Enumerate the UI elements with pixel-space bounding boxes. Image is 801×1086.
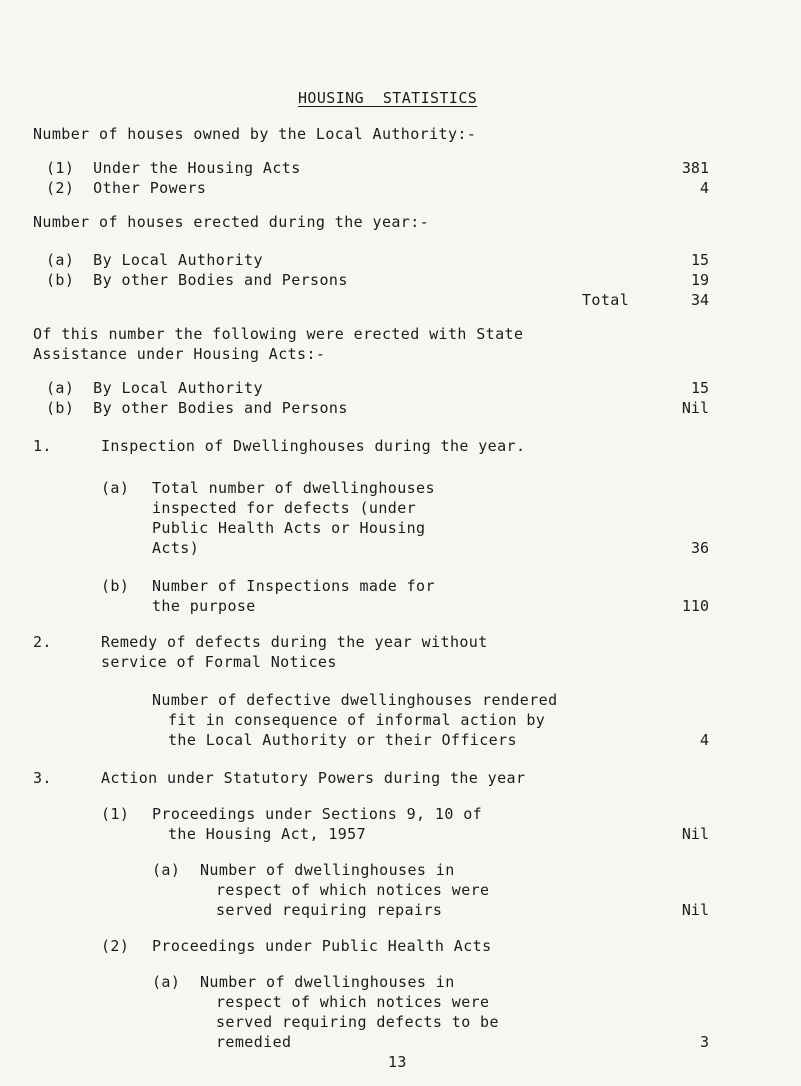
section-number: 2. xyxy=(33,633,52,651)
statutory-p1a-value: Nil xyxy=(681,901,709,919)
statutory-p2a-line: respect of which notices were xyxy=(216,993,490,1011)
statutory-p1a-marker: (a) xyxy=(152,861,181,879)
state-heading-line: Assistance under Housing Acts:- xyxy=(33,345,326,363)
inspection-a-line: Public Health Acts or Housing xyxy=(152,519,426,537)
remedy-heading-line: service of Formal Notices xyxy=(101,653,337,671)
erected-item-label: (b) By other Bodies and Persons xyxy=(46,271,348,289)
state-item-label: (b) By other Bodies and Persons xyxy=(46,399,348,417)
owned-heading: Number of houses owned by the Local Authority:- xyxy=(33,125,477,143)
state-item-value: 15 xyxy=(690,379,709,397)
erected-total-label: Total xyxy=(582,291,630,309)
erected-item-label: (a) By Local Authority xyxy=(46,251,263,269)
inspection-a-value: 36 xyxy=(690,539,709,557)
statutory-p2a-line: served requiring defects to be xyxy=(216,1013,499,1031)
inspection-b-line: the purpose xyxy=(152,597,256,615)
statutory-p1-value: Nil xyxy=(681,825,709,843)
remedy-heading-line: Remedy of defects during the year without xyxy=(101,633,488,651)
inspection-heading: Inspection of Dwellinghouses during the year. xyxy=(101,437,526,455)
statutory-p2a-marker: (a) xyxy=(152,973,181,991)
owned-item-label: (2) Other Powers xyxy=(46,179,207,197)
section-number: 3. xyxy=(33,769,52,787)
inspection-a-line: Acts) xyxy=(152,539,200,557)
page-number: 13 xyxy=(388,1053,407,1071)
remedy-sub-line: Number of defective dwellinghouses rendered xyxy=(152,691,558,709)
erected-item-value: 15 xyxy=(690,251,709,269)
inspection-a-marker: (a) xyxy=(101,479,130,497)
statutory-p2-marker: (2) xyxy=(101,937,130,955)
remedy-sub-line: fit in consequence of informal action by xyxy=(168,711,546,729)
page-title: HOUSING STATISTICS xyxy=(298,89,478,107)
state-item-label: (a) By Local Authority xyxy=(46,379,263,397)
inspection-b-line: Number of Inspections made for xyxy=(152,577,435,595)
erected-total-value: 34 xyxy=(690,291,709,309)
statutory-p1-line: the Housing Act, 1957 xyxy=(168,825,367,843)
statutory-p1-line: Proceedings under Sections 9, 10 of xyxy=(152,805,483,823)
owned-item-label: (1) Under the Housing Acts xyxy=(46,159,301,177)
owned-item-value: 4 xyxy=(699,179,709,197)
remedy-sub-line: the Local Authority or their Officers xyxy=(168,731,517,749)
statutory-p2a-value: 3 xyxy=(699,1033,709,1051)
statutory-p1a-line: respect of which notices were xyxy=(216,881,490,899)
erected-heading: Number of houses erected during the year:- xyxy=(33,213,430,231)
remedy-sub-value: 4 xyxy=(699,731,709,749)
statutory-p1a-line: Number of dwellinghouses in xyxy=(200,861,455,879)
section-number: 1. xyxy=(33,437,52,455)
state-heading-line: Of this number the following were erected with State xyxy=(33,325,524,343)
statutory-p2a-line: Number of dwellinghouses in xyxy=(200,973,455,991)
statutory-heading: Action under Statutory Powers during the year xyxy=(101,769,526,787)
inspection-b-value: 110 xyxy=(681,597,709,615)
statutory-p2a-line: remedied xyxy=(216,1033,292,1051)
inspection-a-line: Total number of dwellinghouses xyxy=(152,479,435,497)
owned-item-value: 381 xyxy=(681,159,709,177)
inspection-a-line: inspected for defects (under xyxy=(152,499,417,517)
state-item-value: Nil xyxy=(681,399,709,417)
inspection-b-marker: (b) xyxy=(101,577,130,595)
statutory-p2-line: Proceedings under Public Health Acts xyxy=(152,937,492,955)
statutory-p1-marker: (1) xyxy=(101,805,130,823)
statutory-p1a-line: served requiring repairs xyxy=(216,901,443,919)
erected-item-value: 19 xyxy=(690,271,709,289)
